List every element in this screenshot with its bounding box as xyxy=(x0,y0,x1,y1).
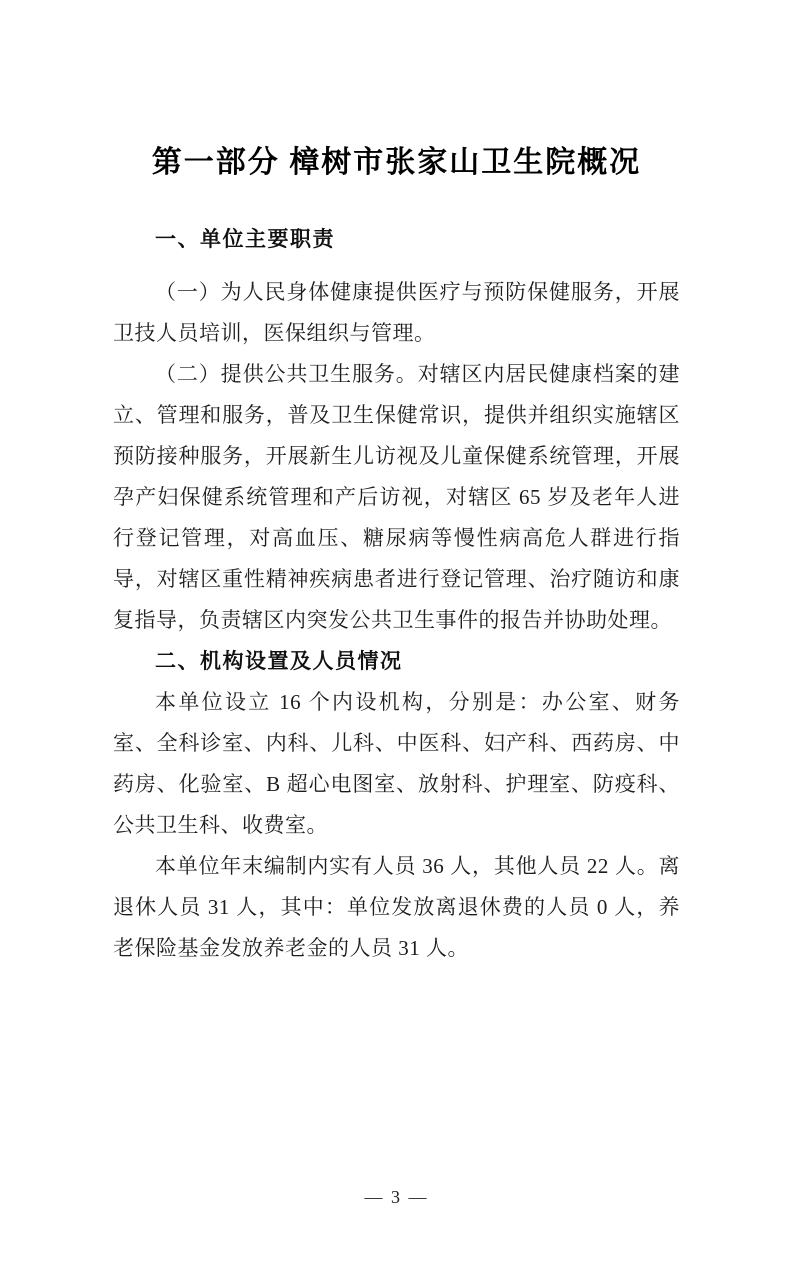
paragraph-staffing-numbers: 本单位年末编制内实有人员 36 人，其他人员 22 人。离退休人员 31 人，其中：单位发放离退休费的人员 0 人，养老保险基金发放养老金的人员 31 人。 xyxy=(113,854,680,960)
document-page xyxy=(0,145,793,1267)
section-heading-unit-duties: 一、单位主要职责 xyxy=(155,228,335,251)
page-title: 第一部分 樟树市张家山卫生院概况 xyxy=(151,146,642,179)
page-number: — 3 — xyxy=(364,1187,429,1207)
section-org-staffing xyxy=(113,641,680,969)
paragraph-duties-1: （一）为人民身体健康提供医疗与预防保健服务，开展卫技人员培训，医保组织与管理。 xyxy=(113,280,680,345)
paragraph-org-structure: 本单位设立 16 个内设机构，分别是：办公室、财务室、全科诊室、内科、儿科、中医科、妇产科、西药房、中药房、化验室、B 超心电图室、放射科、护理室、防疫科、公共卫生科、收费室。 xyxy=(113,690,680,837)
section-unit-duties xyxy=(113,219,680,641)
section-heading-org-staffing: 二、机构设置及人员情况 xyxy=(155,650,403,673)
paragraph-duties-2: （二）提供公共卫生服务。对辖区内居民健康档案的建立、管理和服务，普及卫生保健常识，提供并组织实施辖区预防接种服务，开展新生儿访视及儿童保健系统管理，开展孕产妇保健系统管理和产后访视，对辖区 65 岁及老年人进行登记管理，对高血压、糖尿病等慢性病高危人群进行指导，对辖区重性精神疾病患者进行登记管理、治疗随访和康复指导，负责辖区内突发公共卫生事件的报告并协助处理。 xyxy=(113,362,680,632)
